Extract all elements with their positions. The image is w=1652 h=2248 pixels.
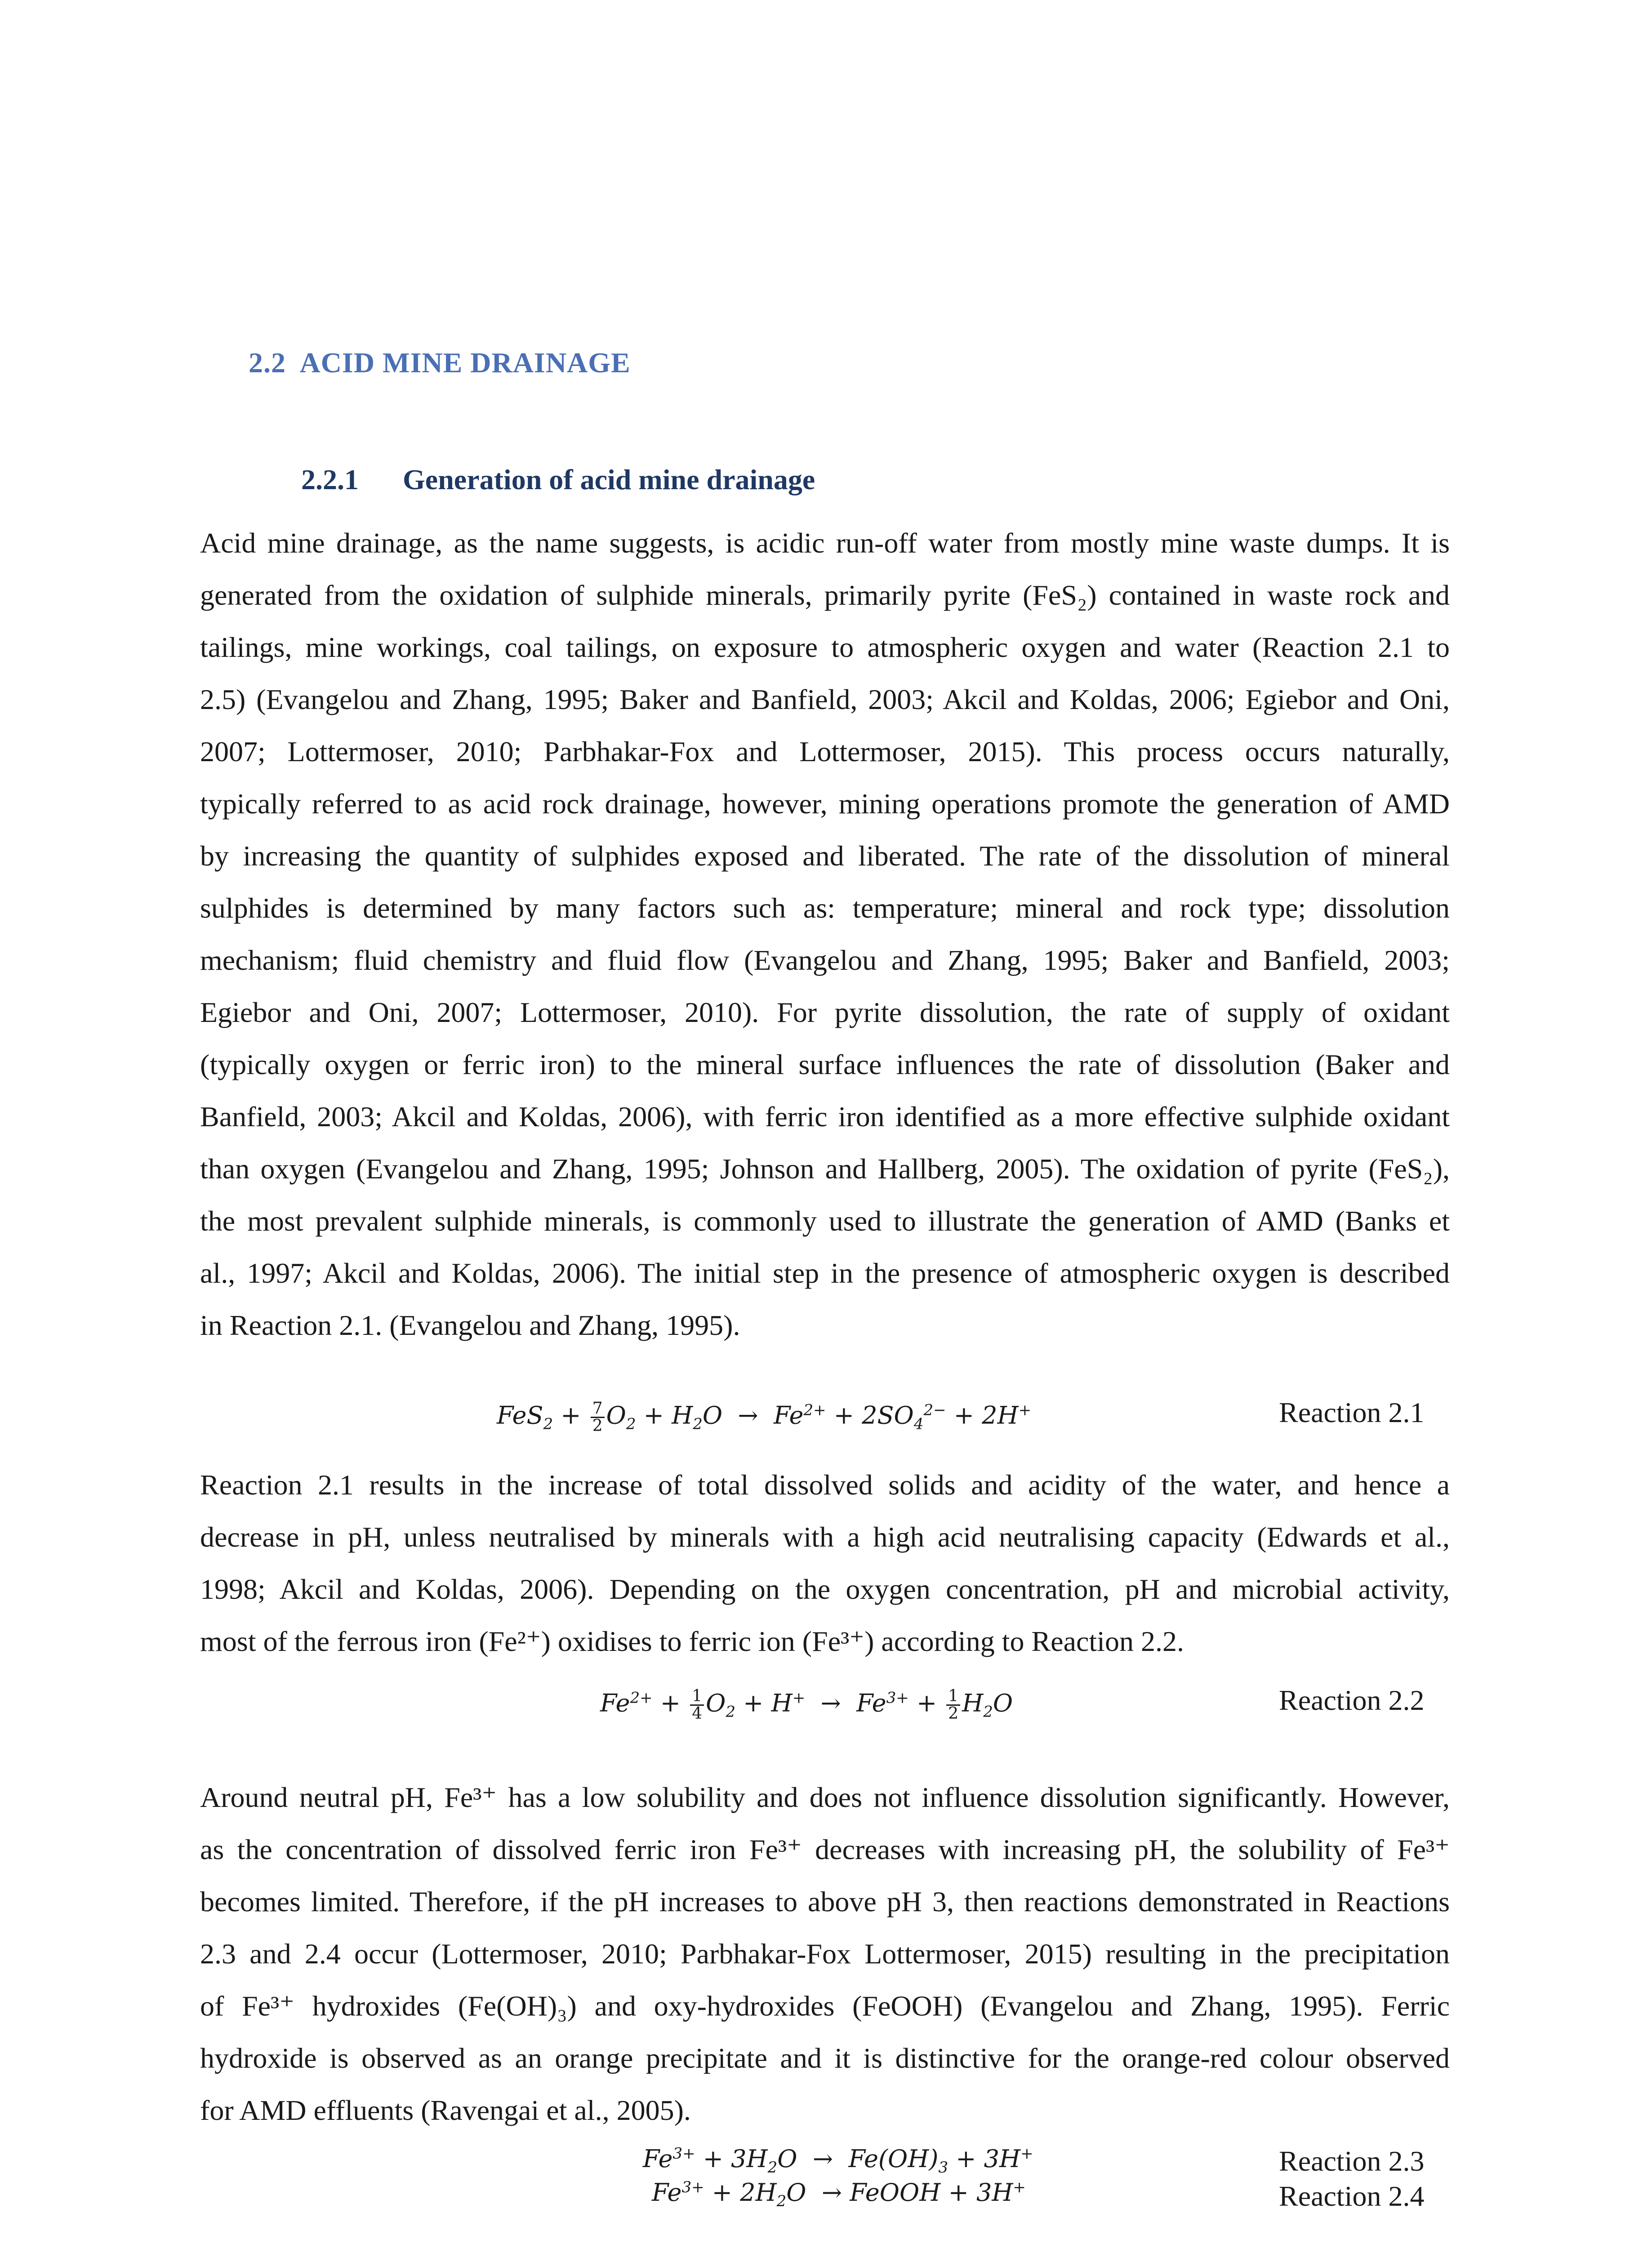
text-line: 2.3 and 2.4 occur (Lottermoser, 2010; Parbhakar-Fox Lottermoser, 2015) resulting in the precipitation [200,1938,1450,1970]
text-line: by increasing the quantity of sulphides exposed and liberated. The rate of the dissolution of mineral [200,840,1450,872]
paragraph-reaction-2-1 [200,1459,1450,1668]
subsection-number: 2.2.1 [301,464,359,495]
subsection-heading [301,463,815,496]
text-line: al., 1997; Akcil and Koldas, 2006). The initial step in the presence of atmospheric oxygen is described [200,1257,1450,1289]
text-line: 2007; Lottermoser, 2010; Parbhakar-Fox and Lottermoser, 2015). This process occurs naturally, [200,736,1450,767]
equation-2-4: $Fe^{3+} + 2H_2O$ → FeOOH + 3H+ [652,2178,1026,2210]
equation-2-1: FeS$_2$ + $\frac{7}{2}$ $O_2 + H_2O \to Fe^{2+} + 2SO_4^{2-} + 2H^+$ [497,1399,1032,1435]
section-heading [249,346,631,379]
text-line: the most prevalent sulphide minerals, is commonly used to illustrate the generation of AMD (Banks et [200,1205,1450,1237]
text-line: Egiebor and Oni, 2007; Lottermoser, 2010). For pyrite dissolution, the rate of supply of oxidant [200,996,1450,1028]
text-line: in Reaction 2.1. (Evangelou and Zhang, 1995). [200,1309,740,1341]
subsection-title: Generation of acid mine drainage [403,464,815,495]
text-line: sulphides is determined by many factors such as: temperature; mineral and rock type; dissolution [200,892,1450,924]
text-line: Acid mine drainage, as the name suggests, is acidic run-off water from mostly mine waste dumps. It is [200,527,1450,559]
section-number: 2.2 [249,347,286,379]
equation-2-3: $Fe^{3+} + 3H_2O \to Fe(OH)_3 + 3H^+$ [643,2145,1033,2177]
text-line: for AMD effluents (Ravengai et al., 2005). [200,2094,691,2126]
text-line: hydroxide is observed as an orange precipitate and it is distinctive for the orange-red colour observed [200,2042,1450,2074]
text-line: generated from the oxidation of sulphide minerals, primarily pyrite (FeS₂) contained in waste rock and [200,579,1450,611]
text-line: 1998; Akcil and Koldas, 2006). Depending on the oxygen concentration, pH and microbial activity, [200,1573,1450,1605]
text-line: than oxygen (Evangelou and Zhang, 1995; Johnson and Hallberg, 2005). The oxidation of pyrite (FeS₂), [200,1153,1450,1185]
reaction-label: Reaction 2.1 [1279,1396,1425,1428]
reaction-label: Reaction 2.2 [1279,1684,1425,1716]
equation-2-2: $Fe^{2+}$ + $\frac{1}{4}$ $O_2 + H^+ \to Fe^{3+}$ + $\frac{1}{2}$ $H_2O$ [600,1687,1013,1723]
reaction-label: Reaction 2.4 [1279,2180,1425,2212]
text-line: of Fe³⁺ hydroxides (Fe(OH)₃) and oxy-hydroxides (FeOOH) (Evangelou and Zhang, 1995). Ferric [200,1990,1450,2022]
text-line: Reaction 2.1 results in the increase of total dissolved solids and acidity of the water, and hence a [200,1469,1450,1501]
text-line: most of the ferrous iron (Fe²⁺) oxidises to ferric ion (Fe³⁺) according to Reaction 2.2. [200,1625,1184,1657]
paragraph-ferric-hydroxide [200,1771,1450,2136]
text-line: becomes limited. Therefore, if the pH increases to above pH 3, then reactions demonstrated in Reactions [200,1886,1450,1918]
text-line: mechanism; fluid chemistry and fluid flow (Evangelou and Zhang, 1995; Baker and Banfield, 2003; [200,944,1450,976]
section-title: ACID MINE DRAINAGE [299,347,631,379]
text-line: Around neutral pH, Fe³⁺ has a low solubility and does not influence dissolution significantly. However, [200,1781,1450,1813]
text-line: typically referred to as acid rock drainage, however, mining operations promote the generation of AMD [200,788,1450,820]
reaction-label: Reaction 2.3 [1279,2145,1425,2177]
text-line: Banfield, 2003; Akcil and Koldas, 2006), with ferric iron identified as a more effective sulphide oxidant [200,1101,1450,1133]
paragraph-generation [200,517,1450,1351]
text-line: (typically oxygen or ferric iron) to the mineral surface influences the rate of dissolution (Baker and [200,1048,1450,1080]
text-line: tailings, mine workings, coal tailings, on exposure to atmospheric oxygen and water (Reaction 2.1 to [200,631,1450,663]
text-line: decrease in pH, unless neutralised by minerals with a high acid neutralising capacity (Edwards et al., [200,1521,1450,1553]
text-line: as the concentration of dissolved ferric iron Fe³⁺ decreases with increasing pH, the solubility of Fe³⁺ [200,1833,1450,1865]
text-line: 2.5) (Evangelou and Zhang, 1995; Baker and Banfield, 2003; Akcil and Koldas, 2006; Egiebor and Oni, [200,683,1450,715]
